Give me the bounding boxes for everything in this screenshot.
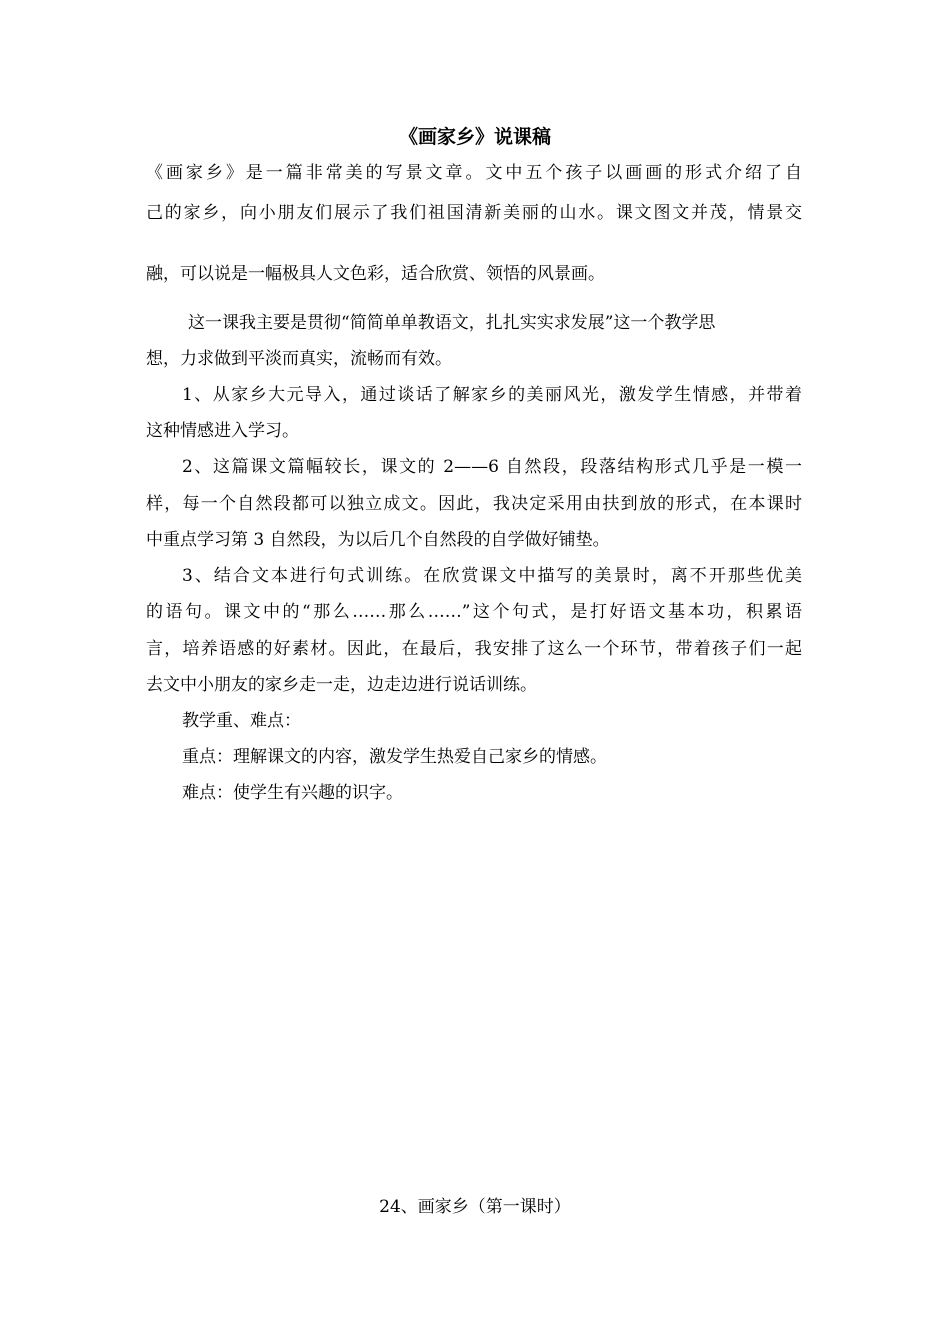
paragraph-line: 1、从家乡大元导入，通过谈话了解家乡的美丽风光，激发学生情感，并带着 [182,385,802,405]
paragraph-line: 2、这篇课文篇幅较长，课文的 2——6 自然段，段落结构形式几乎是一模一 [182,457,802,477]
paragraph-line: 这种情感进入学习。 [146,421,299,441]
paragraph-line: 样，每一个自然段都可以独立成文。因此，我决定采用由扶到放的形式，在本课时 [146,494,802,514]
paragraph-line: 教学重、难点： [182,711,301,731]
paragraph-line: 融，可以说是一幅极具人文色彩，适合欣赏、领悟的风景画。 [146,264,605,284]
paragraph-line: 中重点学习第 3 自然段，为以后几个自然段的自学做好铺垫。 [146,530,610,550]
paragraph-line: 想，力求做到平淡而真实，流畅而有效。 [146,349,452,369]
paragraph-line: 重点：理解课文的内容，激发学生热爱自己家乡的情感。 [182,747,607,767]
paragraph-line: 这一课我主要是贯彻“简简单单教语文，扎扎实实求发展”这一个教学思 [188,313,716,333]
paragraph-line: 难点：使学生有兴趣的识字。 [182,783,403,803]
page-footer: 24、画家乡（第一课时） [379,1197,571,1217]
paragraph-line: 3、结合文本进行句式训练。在欣赏课文中描写的美景时，离不开那些优美 [182,566,802,586]
paragraph-line: 言，培养语感的好素材。因此，在最后，我安排了这么一个环节，带着孩子们一起 [146,639,802,659]
document-title: 《画家乡》说课稿 [398,126,551,148]
paragraph-line: 去文中小朋友的家乡走一走，边走边进行说话训练。 [146,675,537,695]
paragraph-line: 己的家乡，向小朋友们展示了我们祖国清新美丽的山水。课文图文并茂，情景交 [146,203,802,223]
paragraph-line: 《画家乡》是一篇非常美的写景文章。文中五个孩子以画画的形式介绍了自 [146,163,802,183]
paragraph-line: 的语句。课文中的“那么……那么……”这个句式，是打好语文基本功，积累语 [146,602,802,622]
